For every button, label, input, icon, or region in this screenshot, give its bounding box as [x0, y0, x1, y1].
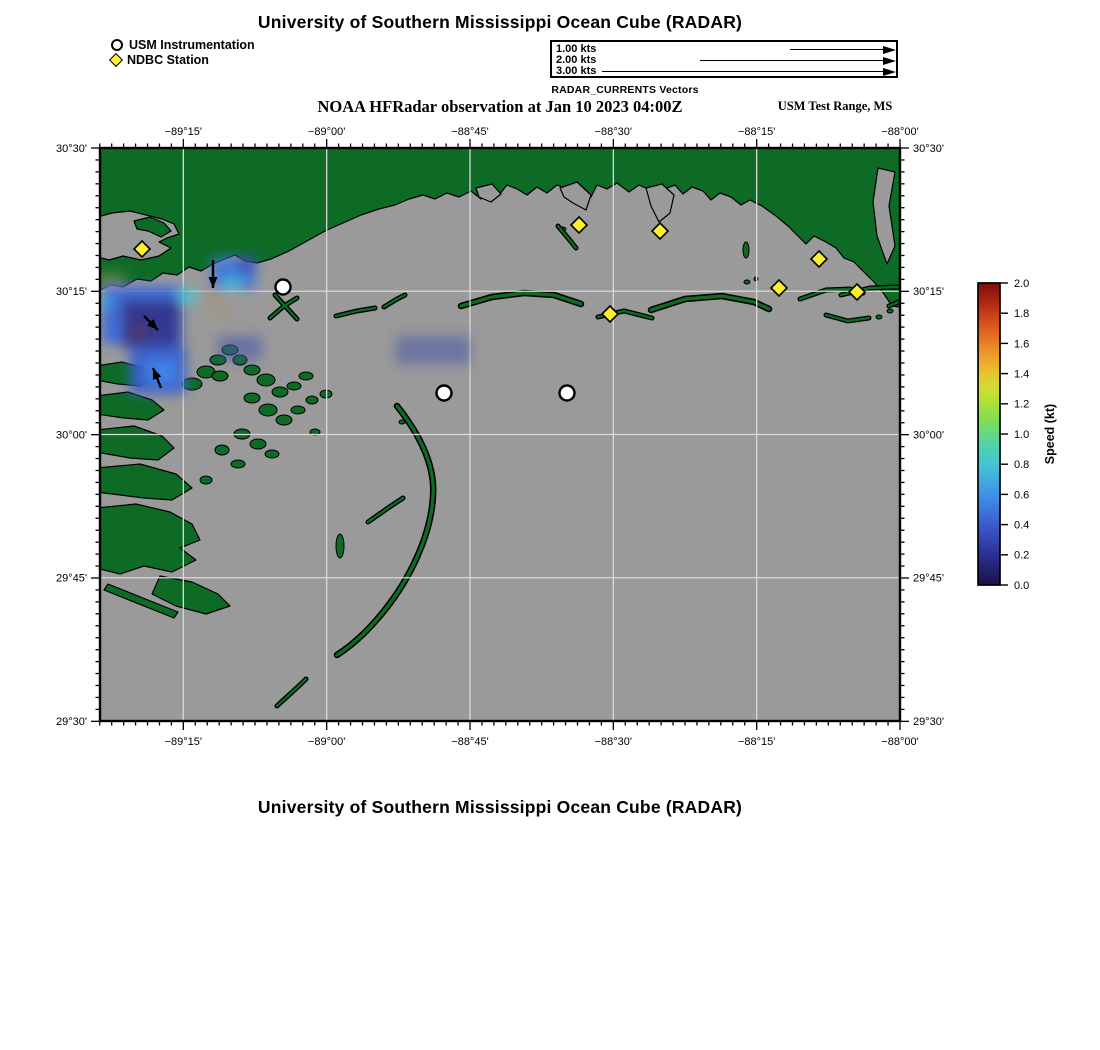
colorbar-tick-label: 1.8: [1014, 308, 1030, 321]
vector-key-label-2: 2.00 kts: [556, 54, 597, 66]
usm-instrumentation-marker: [437, 386, 452, 401]
x-axis-tick-label: −89°15': [164, 126, 203, 138]
y-axis-tick-label: 29°45': [913, 572, 944, 585]
colorbar-tick-label: 1.2: [1014, 398, 1030, 411]
y-axis-tick-label: 30°30': [56, 142, 87, 155]
colorbar-tick-label: 0.8: [1014, 459, 1030, 472]
y-axis-tick-label: 30°30': [913, 142, 944, 155]
x-axis-tick-label: −88°45': [451, 126, 489, 138]
legend-usm-label: USM Instrumentation: [129, 37, 255, 52]
colorbar-tick-label: 0.4: [1014, 519, 1030, 532]
x-axis-tick-label: −88°30': [594, 736, 633, 748]
x-axis-tick-label: −89°15': [164, 736, 203, 748]
usm-instrumentation-marker: [560, 386, 575, 401]
x-axis-tick-label: −88°00': [881, 126, 919, 138]
colorbar-gradient: [978, 283, 1000, 585]
bottom-title: University of Southern Mississippi Ocean Cube (RADAR): [257, 797, 743, 817]
colorbar-tick-label: 0.0: [1014, 579, 1030, 592]
legend-ndbc-label: NDBC Station: [127, 52, 209, 67]
vector-key-label-1: 1.00 kts: [556, 43, 597, 55]
usm-instrumentation-marker: [276, 280, 291, 295]
y-axis-tick-label: 29°30': [913, 715, 944, 728]
region-label: USM Test Range, MS: [777, 99, 893, 113]
x-axis-tick-label: −88°00': [881, 736, 919, 748]
x-axis-tick-label: −89°00': [307, 736, 346, 748]
colorbar-tick-label: 2.0: [1014, 277, 1030, 290]
x-axis-tick-label: −89°00': [307, 126, 346, 138]
colorbar-tick-label: 1.4: [1014, 368, 1030, 381]
y-axis-tick-label: 30°00': [913, 429, 944, 442]
y-axis-tick-label: 29°30': [56, 715, 87, 728]
x-axis-tick-label: −88°15': [737, 736, 776, 748]
vector-key-caption: RADAR_CURRENTS Vectors: [551, 84, 699, 96]
y-axis-tick-label: 30°15': [56, 286, 87, 299]
y-axis-tick-label: 30°15': [913, 286, 944, 299]
colorbar: [978, 278, 1057, 592]
colorbar-tick-label: 1.0: [1014, 428, 1030, 441]
observation-subtitle: NOAA HFRadar observation at Jan 10 2023 04:00Z: [317, 97, 683, 116]
colorbar-tick-label: 0.2: [1014, 549, 1030, 562]
colorbar-title: Speed (kt): [1043, 403, 1057, 465]
x-axis-tick-label: −88°15': [737, 126, 776, 138]
map-canvas: [94, 142, 906, 721]
vector-key-label-3: 3.00 kts: [556, 65, 597, 77]
x-axis-tick-label: −88°45': [451, 736, 489, 748]
colorbar-tick-label: 0.6: [1014, 489, 1030, 502]
y-axis-tick-label: 30°00': [56, 429, 87, 442]
x-axis-tick-label: −88°30': [594, 126, 633, 138]
y-axis-tick-label: 29°45': [56, 572, 87, 585]
page-title: University of Southern Mississippi Ocean Cube (RADAR): [257, 12, 743, 32]
colorbar-tick-label: 1.6: [1014, 338, 1030, 351]
